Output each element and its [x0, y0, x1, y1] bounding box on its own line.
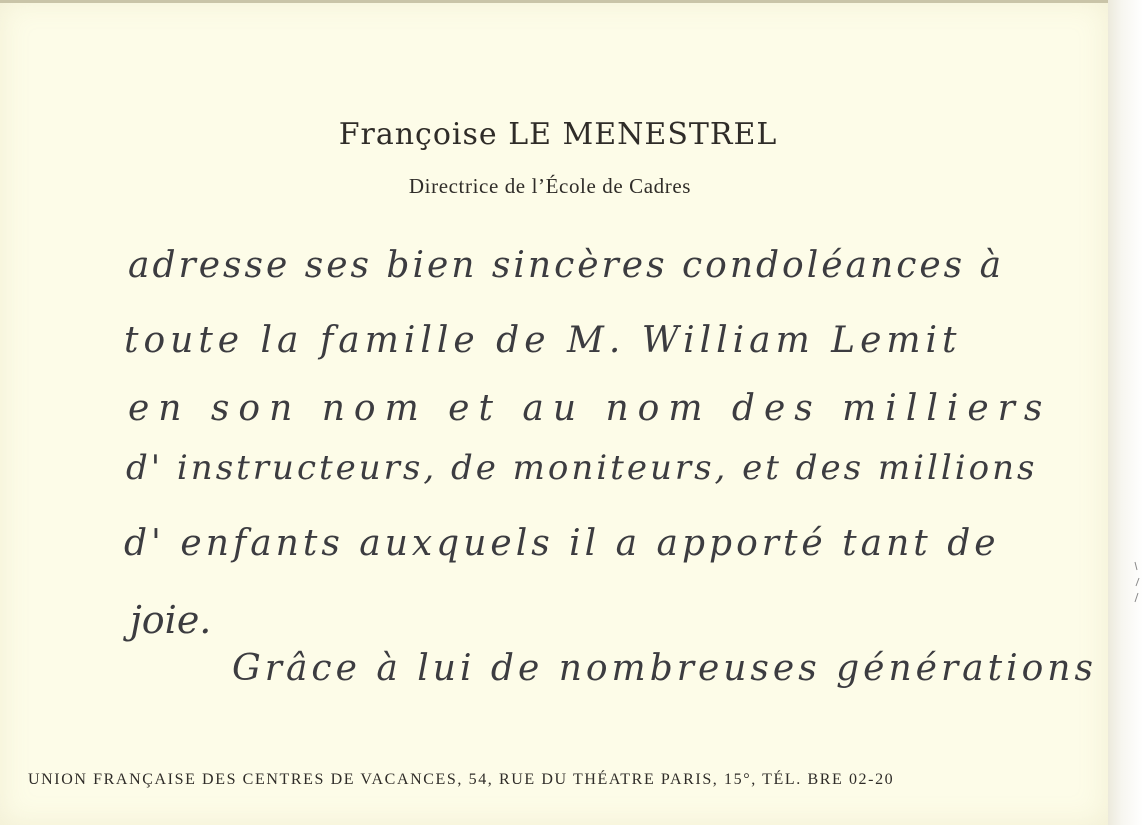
handwritten-line: Grâce à lui de nombreuses générations	[232, 648, 1097, 689]
handwritten-line: d' instructeurs, de moniteurs, et des millions	[126, 448, 1038, 488]
handwritten-line: d' enfants auxquels il a apporté tant de	[124, 523, 1000, 564]
handwritten-line: toute la famille de M. William Lemit	[124, 320, 962, 361]
letterhead-title: Directrice de l’École de Cadres	[408, 174, 692, 198]
footer-address: UNION FRANÇAISE DES CENTRES DE VACANCES, 54, RUE DU THÉATRE PARIS, 15°, TÉL. BRE 02-20	[28, 771, 895, 788]
handwritten-line: adresse ses bien sincères condoléances à	[128, 245, 1005, 286]
letterhead-name: Françoise LE MENESTREL	[338, 117, 778, 152]
handwritten-line: joie.	[130, 598, 212, 642]
handwritten-line: en son nom et au nom des milliers	[128, 388, 1052, 429]
ink-smudge	[1133, 560, 1141, 605]
